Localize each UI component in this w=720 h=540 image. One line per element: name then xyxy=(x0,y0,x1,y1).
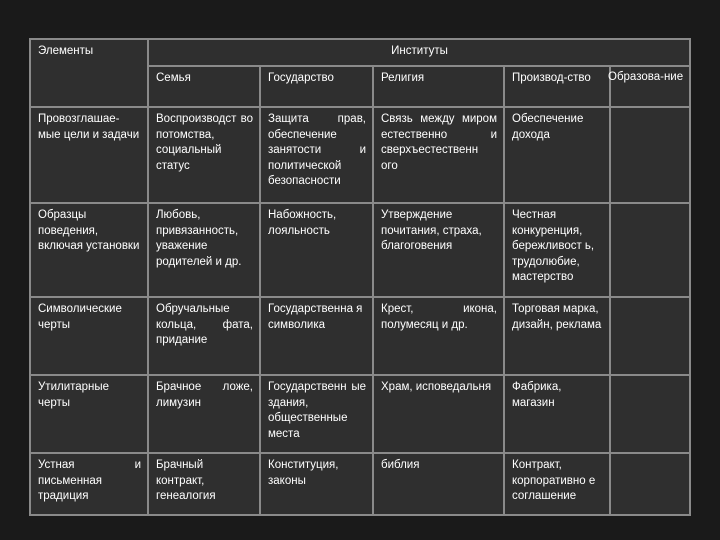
column-header-overflow xyxy=(608,70,688,86)
cell-text: Обручальные кольца, фата, придание xyxy=(156,303,253,346)
cell-text: Брачное ложе, лимузин xyxy=(156,381,253,409)
column-header-label: Семья xyxy=(156,72,191,84)
table-cell-empty xyxy=(610,107,690,203)
table-cell xyxy=(260,107,373,203)
cell-text: Набожность, лояльность xyxy=(268,209,337,237)
cell-text: Утверждение почитания, страха, благоговения xyxy=(381,209,482,252)
table-cell-empty xyxy=(610,375,690,453)
table-cell xyxy=(504,453,610,515)
table-row xyxy=(30,107,690,203)
row-label: Символические черты xyxy=(38,303,122,331)
cell-text: Брачный контракт, генеалогия xyxy=(156,459,216,502)
table-cell xyxy=(148,297,260,375)
table-row xyxy=(30,297,690,375)
row-label: Образцы поведения, включая установки xyxy=(38,209,140,252)
table-cell-empty xyxy=(610,297,690,375)
table-cell xyxy=(148,203,260,297)
table-cell xyxy=(260,375,373,453)
table-cell xyxy=(504,107,610,203)
row-label-cell xyxy=(30,203,148,297)
table-cell xyxy=(260,203,373,297)
table-cell xyxy=(373,375,504,453)
header-row-top xyxy=(30,39,690,66)
column-header-label: Государство xyxy=(268,72,334,84)
column-header-label: Образова-ние xyxy=(608,71,684,83)
institutions-table xyxy=(29,38,691,516)
corner-label: Элементы xyxy=(38,45,94,57)
table-cell xyxy=(148,375,260,453)
table-cell xyxy=(260,453,373,515)
column-header xyxy=(260,66,373,107)
table-row xyxy=(30,375,690,453)
table-cell xyxy=(373,297,504,375)
cell-text: Связь между миром естественно и сверхъестественн ого xyxy=(381,113,497,172)
cell-text: Любовь, привязанность, уважение родителей и др. xyxy=(156,209,242,268)
column-header-label: Религия xyxy=(381,72,425,84)
cell-text: Государственн ые здания, общественные места xyxy=(268,381,366,440)
table-row xyxy=(30,203,690,297)
column-header-label: Производ-ство xyxy=(512,72,591,84)
table-cell xyxy=(373,107,504,203)
row-label-cell xyxy=(30,107,148,203)
cell-text: Контракт, корпоративно е соглашение xyxy=(512,459,596,502)
group-header-label: Институты xyxy=(391,45,448,57)
cell-text: Конституция, законы xyxy=(268,459,339,487)
cell-text: Торговая марка, дизайн, реклама xyxy=(512,303,602,331)
column-header xyxy=(504,66,610,107)
column-header xyxy=(148,66,260,107)
row-label: Провозглашае-мые цели и задачи xyxy=(38,113,140,141)
row-label: Устная и письменная традиция xyxy=(38,459,141,502)
table-cell xyxy=(373,453,504,515)
group-header-cell xyxy=(148,39,690,66)
cell-text: Государственна я символика xyxy=(268,303,363,331)
column-header xyxy=(373,66,504,107)
table-cell-empty xyxy=(610,203,690,297)
table-cell xyxy=(148,453,260,515)
cell-text: Защита прав, обеспечение занятости и политической безопасности xyxy=(268,113,366,187)
row-label-cell xyxy=(30,375,148,453)
cell-text: Храм, исповедальня xyxy=(381,381,492,393)
row-label-cell xyxy=(30,297,148,375)
table-cell xyxy=(148,107,260,203)
cell-text: Фабрика, магазин xyxy=(512,381,562,409)
table-cell-empty xyxy=(610,453,690,515)
cell-text: Крест, икона, полумесяц и др. xyxy=(381,303,497,331)
table-cell xyxy=(260,297,373,375)
table-cell xyxy=(373,203,504,297)
table-cell xyxy=(504,375,610,453)
corner-header-cell xyxy=(30,39,148,107)
table-cell xyxy=(504,297,610,375)
cell-text: библия xyxy=(381,459,420,471)
cell-text: Обеспечение дохода xyxy=(512,113,584,141)
row-label-cell xyxy=(30,453,148,515)
row-label: Утилитарные черты xyxy=(38,381,110,409)
table-cell xyxy=(504,203,610,297)
cell-text: Честная конкуренция, бережливост ь, трудолюбие, мастерство xyxy=(512,209,595,283)
cell-text: Воспроизводст во потомства, социальный статус xyxy=(156,113,253,172)
table-row xyxy=(30,453,690,515)
